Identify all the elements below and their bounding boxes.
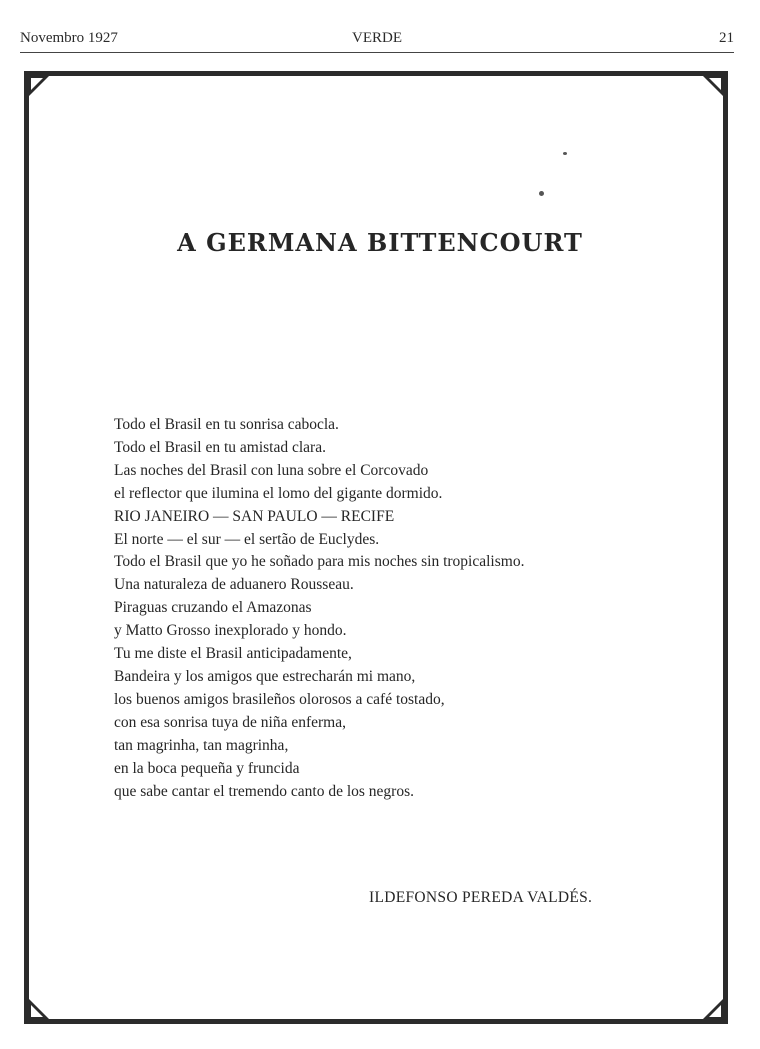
poem-line: Todo el Brasil que yo he soñado para mis noches sin tropicalismo.	[114, 553, 525, 571]
magazine-name: VERDE	[352, 30, 402, 46]
print-speck	[563, 152, 567, 155]
poem-line: los buenos amigos brasileños olorosos a café tostado,	[114, 690, 445, 708]
poem-line: Bandeira y los amigos que estrecharán mi mano,	[114, 667, 416, 685]
corner-ornament-bottom-right	[701, 997, 725, 1021]
page-header	[20, 30, 734, 53]
poem-line: con esa sonrisa tuya de niña enferma,	[114, 713, 346, 731]
poem-body	[114, 414, 524, 803]
page-number: 21	[719, 30, 734, 46]
print-speck	[539, 191, 544, 196]
corner-ornament-bottom-left	[27, 997, 51, 1021]
poem-line: el reflector que ilumina el lomo del gigante dormido.	[114, 484, 443, 502]
poem-author: ILDEFONSO PEREDA VALDÉS.	[369, 889, 593, 906]
poem-line: Todo el Brasil en tu sonrisa cabocla.	[114, 416, 339, 433]
poem-line: Tu me diste el Brasil anticipadamente,	[114, 645, 352, 663]
issue-date: Novembro 1927	[20, 30, 118, 46]
poem-line: RIO JANEIRO — SAN PAULO — RECIFE	[114, 507, 395, 525]
poem-line: Una naturaleza de aduanero Rousseau.	[114, 576, 354, 594]
poem-line: en la boca pequeña y fruncida	[114, 759, 300, 777]
poem-line: Piraguas cruzando el Amazonas	[114, 599, 312, 617]
poem-line: El norte — el sur — el sertão de Euclydes.	[114, 530, 380, 548]
poem-line: tan magrinha, tan magrinha,	[114, 736, 289, 754]
poem-line: Las noches del Brasil con luna sobre el Corcovado	[114, 461, 429, 479]
poem-line: y Matto Grosso inexplorado y hondo.	[114, 622, 347, 640]
corner-ornament-top-right	[701, 74, 725, 98]
poem-title: A GERMANA BITTENCOURT	[177, 228, 583, 257]
poem-line: que sabe cantar el tremendo canto de los negros.	[114, 782, 414, 800]
poem-line: Todo el Brasil en tu amistad clara.	[114, 438, 326, 456]
corner-ornament-top-left	[27, 74, 51, 98]
